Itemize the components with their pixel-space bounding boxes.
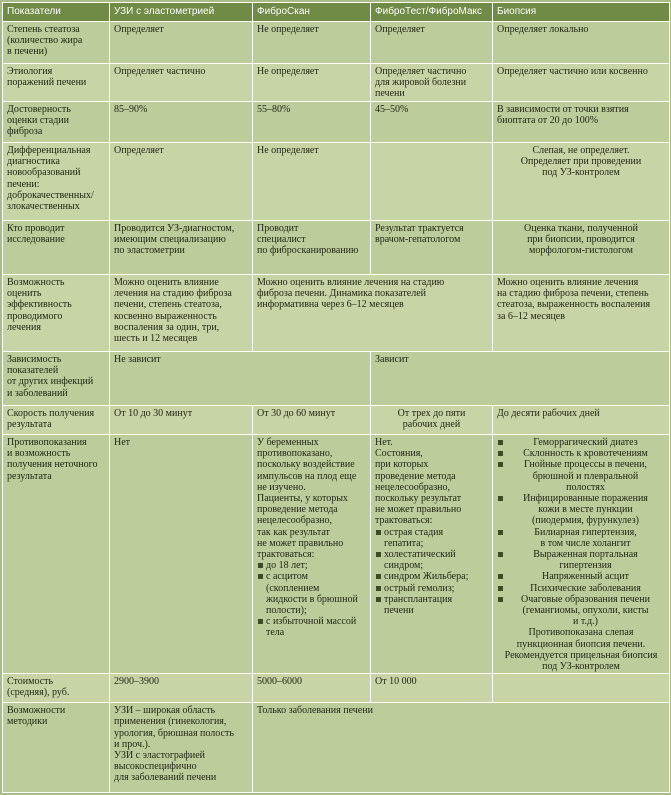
cell-biopsy: Оценка ткани, полученной при биопсии, проводится морфологом-гистологом [493, 221, 670, 275]
row-label-effectiveness: Возможность оценить эффективность проводимого лечения [3, 275, 110, 352]
cell-uzi: 2900–3900 [110, 674, 253, 703]
cell-uzi: 85–90% [110, 102, 253, 143]
cell-fibrotest: От 10 000 [371, 674, 493, 703]
header-row [3, 3, 670, 22]
cell-uzi-fibroscan: Не зависит [110, 352, 371, 406]
cell-biopsy: До десяти рабочих дней [493, 406, 670, 435]
row-label-capabilities: Возможности методики [3, 703, 110, 793]
cell-uzi: Проводится УЗ-диагностом, имеющим специализацию по эластометрии [110, 221, 253, 275]
cell-fibroscan: Проводит специалист по фибросканированию [253, 221, 371, 275]
list-item: Гнойные процессы в печени, брюшной и плевральной полостях [497, 459, 665, 493]
table-row [3, 275, 670, 352]
cell-uzi: Определяет частично [110, 64, 253, 102]
row-label-performer: Кто проводит исследование [3, 221, 110, 275]
row-label-speed: Скорость получения результата [3, 406, 110, 435]
cell-fibrotest [371, 143, 493, 221]
row-label-dependency: Зависимость показателей от других инфекций и заболеваний [3, 352, 110, 406]
cell-biopsy: Определяет локально [493, 22, 670, 64]
list-item: Напряженный асцит [497, 571, 665, 582]
list-item: с асцитом (скоплением жидкости в брюшной полости); [257, 571, 366, 616]
list-item: Билиарная гипертензия, в том числе холангит [497, 527, 665, 549]
cell-uzi: Нет [110, 435, 253, 674]
cell-other-methods: Только заболевания печени [253, 703, 670, 793]
cell-fibrotest: От трех до пяти рабочих дней [371, 406, 493, 435]
biopsy-recommendation: Противопоказана слепая пункционная биопсия печени. Рекомендуется прицельная биопсия под УЗ-контролем [504, 627, 658, 673]
header-biopsy: Биопсия [493, 3, 670, 22]
table-row [3, 406, 670, 435]
cell-uzi: Можно оценить влияние лечения на стадию фиброза печени, степень стеатоза, косвенно выраженность воспаления за один, три, шесть и 12 месяцев [110, 275, 253, 352]
list-item: трансплантация печени [375, 594, 488, 616]
row-label-differential: Дифференциальная диагностика новообразований печени: доброкачественных/ злокачественных [3, 143, 110, 221]
table-row [3, 221, 670, 275]
table-row [3, 22, 670, 64]
cell-fibroscan-fibrotest: Можно оценить влияние лечения на стадию фиброза печени. Динамика показателей информативна через 6–12 месяцев [253, 275, 493, 352]
cell-uzi: Определяет [110, 143, 253, 221]
header-uzi: УЗИ с эластометрией [110, 3, 253, 22]
list-item: Геморрагический диатез [497, 437, 665, 448]
table-row [3, 143, 670, 221]
cell-fibrotest: Результат трактуется врачом-гепатологом [371, 221, 493, 275]
comparison-table [2, 2, 670, 793]
biopsy-contraindication-list [497, 437, 665, 627]
header-indicators: Показатели [3, 3, 110, 22]
row-label-cost: Стоимость (средняя), руб. [3, 674, 110, 703]
table-row [3, 102, 670, 143]
list-item: острый гемолиз; [375, 583, 488, 594]
cell-fibroscan: У беременных противопоказано, поскольку воздействие импульсов на плод еще не изучено. Пациенты, у которых проведение метода нецелесообразно, так как результат не может правильно трактоваться: до 18 лет; с асцитом (скоплением жидкости в брюшной полости); с избыточной массой тела [253, 435, 371, 674]
list-item: с избыточной массой тела [257, 616, 366, 638]
list-item: до 18 лет; [257, 560, 366, 571]
list-item: острая стадия гепатита; [375, 527, 488, 549]
cell-fibroscan: 55–80% [253, 102, 371, 143]
cell-fibrotest-biopsy: Зависит [371, 352, 670, 406]
fibrotest-contraindication-list [375, 527, 488, 617]
list-item: Склонность к кровотечениям [497, 448, 665, 459]
header-fibroscan: ФиброСкан [253, 3, 371, 22]
list-item: Очаговые образования печени (гемангиомы, опухоли, кисты и т.д.) [497, 594, 665, 628]
table-row [3, 64, 670, 102]
cell-fibroscan: Не определяет [253, 22, 371, 64]
cell-fibrotest: Определяет частично для жировой болезни печени [371, 64, 493, 102]
list-item: Выраженная портальная гипертензия [497, 549, 665, 571]
cell-fibroscan: От 30 до 60 минут [253, 406, 371, 435]
cell-fibrotest: Определяет [371, 22, 493, 64]
cell-fibrotest: 45–50% [371, 102, 493, 143]
list-item: синдром Жильбера; [375, 571, 488, 582]
cell-fibrotest: Нет. Состояния, при которых проведение метода нецелесообразно, поскольку результат не может правильно трактоваться: острая стадия гепатита; холестатический синдром; синдром Жильбера; острый гемолиз; трансплантация печени [371, 435, 493, 674]
cell-uzi: Определяет [110, 22, 253, 64]
cell-biopsy: Слепая, не определяет. Определяет при проведении под УЗ-контролем [493, 143, 670, 221]
table-row [3, 674, 670, 703]
cell-fibroscan: Не определяет [253, 143, 371, 221]
cell-biopsy [493, 674, 670, 703]
header-fibrotest: ФиброТест/ФиброМакс [371, 3, 493, 22]
list-item: Инфицированные поражения кожи в месте пункции (пиодермия, фурункулез) [497, 493, 665, 527]
row-label-steatosis: Степень стеатоза (количество жира в печени) [3, 22, 110, 64]
table-row [3, 703, 670, 793]
cell-fibroscan: 5000–6000 [253, 674, 371, 703]
list-item: Психические заболевания [497, 583, 665, 594]
cell-biopsy: В зависимости от точки взятия биоптата от 20 до 100% [493, 102, 670, 143]
cell-biopsy: Можно оценить влияние лечения на стадию фиброза печени, степень стеатоза, выраженность воспаления за 6–12 месяцев [493, 275, 670, 352]
table-row [3, 435, 670, 674]
cell-biopsy [493, 435, 670, 674]
table-row [3, 352, 670, 406]
list-item: холестатический синдром; [375, 549, 488, 571]
fibroscan-contraindication-list [257, 560, 366, 638]
cell-uzi: От 10 до 30 минут [110, 406, 253, 435]
row-label-reliability: Достоверность оценки стадии фиброза [3, 102, 110, 143]
cell-biopsy: Определяет частично или косвенно [493, 64, 670, 102]
row-label-etiology: Этиология поражений печени [3, 64, 110, 102]
row-label-contraindications: Противопоказания и возможность получения неточного результата [3, 435, 110, 674]
cell-fibroscan: Не определяет [253, 64, 371, 102]
cell-uzi: УЗИ – широкая область применения (гинекология, урология, брюшная полость и проч.). УЗИ с эластографией высокоспецифично для заболеваний печени [110, 703, 253, 793]
